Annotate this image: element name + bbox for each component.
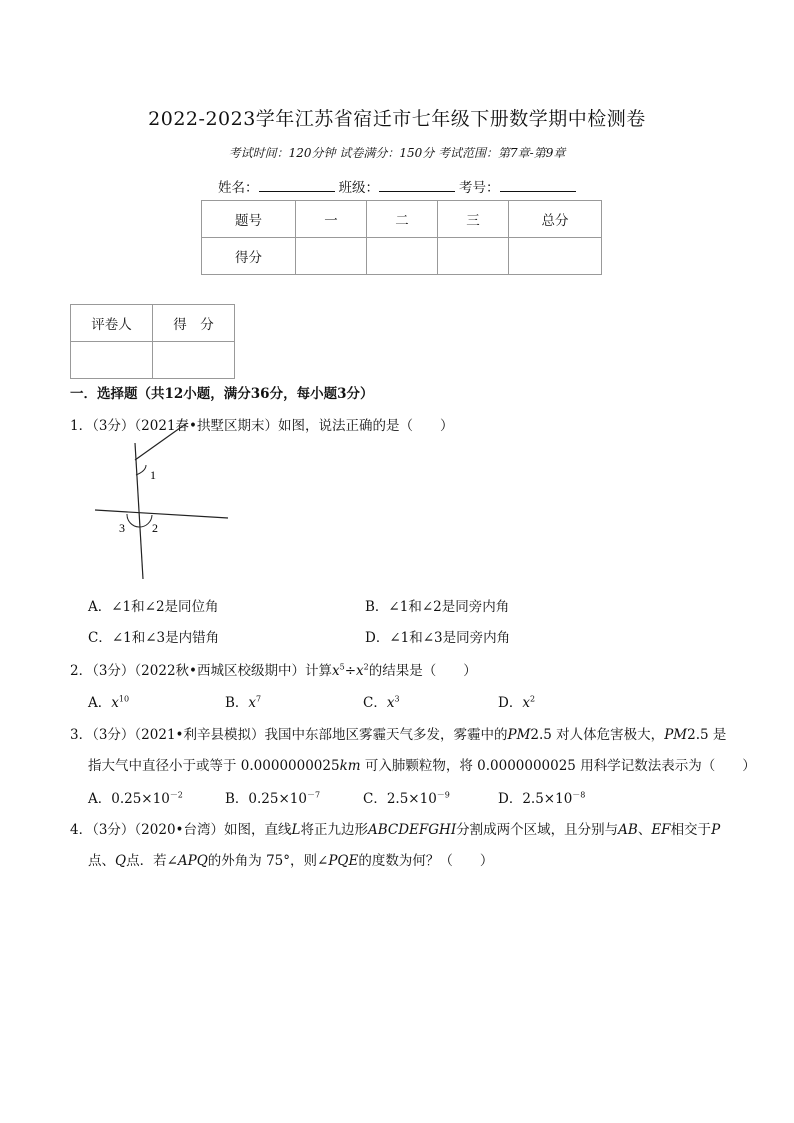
name-label: 姓名： bbox=[218, 180, 259, 196]
score-cell[interactable] bbox=[367, 238, 438, 275]
score-row-label: 得分 bbox=[202, 238, 296, 275]
horizontal-line bbox=[95, 510, 228, 518]
angle-1-label: 1 bbox=[150, 468, 156, 482]
question-1-stem: 1．（3分）（2021春•拱墅区期末）如图，说法正确的是（ ） bbox=[70, 418, 454, 434]
q1-option-c[interactable]: C．∠1和∠3是内错角 bbox=[88, 630, 220, 646]
question-3-line-1: 3．（3分）（2021•利辛县模拟）我国中东部地区雾霾天气多发，雾霾中的PM2.5 对人体危害极大，PM2.5 是 bbox=[70, 727, 727, 743]
q3-option-b[interactable]: B．$0.25\times 10^{-7}$ bbox=[225, 790, 321, 807]
q2-option-a[interactable]: A．$x^{10}$ bbox=[88, 694, 130, 711]
q3-option-a[interactable]: A．$0.25\times 10^{-2}$ bbox=[88, 790, 183, 807]
q2-option-c[interactable]: C．$x^3$ bbox=[363, 694, 400, 711]
grader-score-cell[interactable] bbox=[153, 342, 235, 379]
exam-info: 考试时间：120分钟 试卷满分：150分 考试范围：第7章-第9章 bbox=[228, 146, 566, 160]
q2-option-b[interactable]: B．$x^7$ bbox=[225, 694, 262, 711]
score-header-cell: 题号 bbox=[202, 201, 296, 238]
q2-expr-exp2: 2 bbox=[363, 662, 369, 672]
vertical-line bbox=[135, 443, 143, 579]
class-blank[interactable] bbox=[379, 179, 455, 192]
score-cell[interactable] bbox=[509, 238, 602, 275]
score-cell[interactable] bbox=[296, 238, 367, 275]
angle-2-label: 2 bbox=[152, 521, 158, 535]
angle-1-arc bbox=[136, 465, 146, 475]
q2-expr-base1: x bbox=[332, 663, 340, 679]
q2-expr-base2: x bbox=[356, 663, 364, 679]
score-header-cell: 总分 bbox=[509, 201, 602, 238]
name-blank[interactable] bbox=[259, 179, 335, 192]
score-header-row bbox=[202, 201, 602, 238]
grader-cell[interactable] bbox=[71, 342, 153, 379]
exam-no-label: 考号： bbox=[459, 180, 500, 196]
exam-no-blank[interactable] bbox=[500, 179, 576, 192]
angle-3-label: 3 bbox=[119, 521, 125, 535]
q2-stem-pre: 2．（3分）（2022秋•西城区校级期中）计算 bbox=[70, 663, 332, 679]
grader-score-label: 得 分 bbox=[153, 305, 235, 342]
score-row bbox=[202, 238, 602, 275]
question-4-line-1: 4．（3分）（2020•台湾）如图，直线L将正九边形ABCDEFGHI分割成两个区域，且分别与AB、EF相交于P bbox=[70, 822, 721, 838]
q1-option-b[interactable]: B．∠1和∠2是同旁内角 bbox=[365, 599, 510, 615]
section-heading: 一．选择题（共12小题，满分36分，每小题3分） bbox=[70, 386, 374, 402]
q2-expr-exp1: 5 bbox=[339, 662, 345, 672]
grader-table bbox=[70, 304, 235, 379]
question-4-line-2: 点、Q点．若∠APQ的外角为 75°，则∠PQE的度数为何？（ ） bbox=[88, 853, 494, 869]
score-table bbox=[201, 200, 602, 275]
question-2-stem bbox=[70, 659, 477, 679]
student-info-row bbox=[218, 176, 580, 196]
score-cell[interactable] bbox=[438, 238, 509, 275]
score-header-cell: 二 bbox=[367, 201, 438, 238]
class-label: 班级： bbox=[338, 180, 379, 196]
grader-label: 评卷人 bbox=[71, 305, 153, 342]
q1-option-d[interactable]: D．∠1和∠3是同旁内角 bbox=[365, 630, 511, 646]
question-3-line-2: 指大气中直径小于或等于 0.0000000025km 可入肺颗粒物，将 0.0000000025 用科学记数法表示为（ ） bbox=[88, 758, 756, 774]
score-header-cell: 三 bbox=[438, 201, 509, 238]
q2-stem-post: 的结果是（ ） bbox=[368, 663, 477, 679]
upper-ray bbox=[135, 423, 187, 460]
q3-option-d[interactable]: D．$2.5\times 10^{-8}$ bbox=[498, 790, 586, 807]
q3-option-c[interactable]: C．$2.5\times 10^{-9}$ bbox=[363, 790, 450, 807]
page-title: 2022-2023学年江苏省宿迁市七年级下册数学期中检测卷 bbox=[148, 108, 646, 130]
q2-expr-op: ÷ bbox=[344, 663, 357, 679]
q1-option-a[interactable]: A．∠1和∠2是同位角 bbox=[88, 599, 219, 615]
score-header-cell: 一 bbox=[296, 201, 367, 238]
question-1-figure bbox=[86, 418, 236, 583]
q2-option-d[interactable]: D．$x^2$ bbox=[498, 694, 536, 711]
